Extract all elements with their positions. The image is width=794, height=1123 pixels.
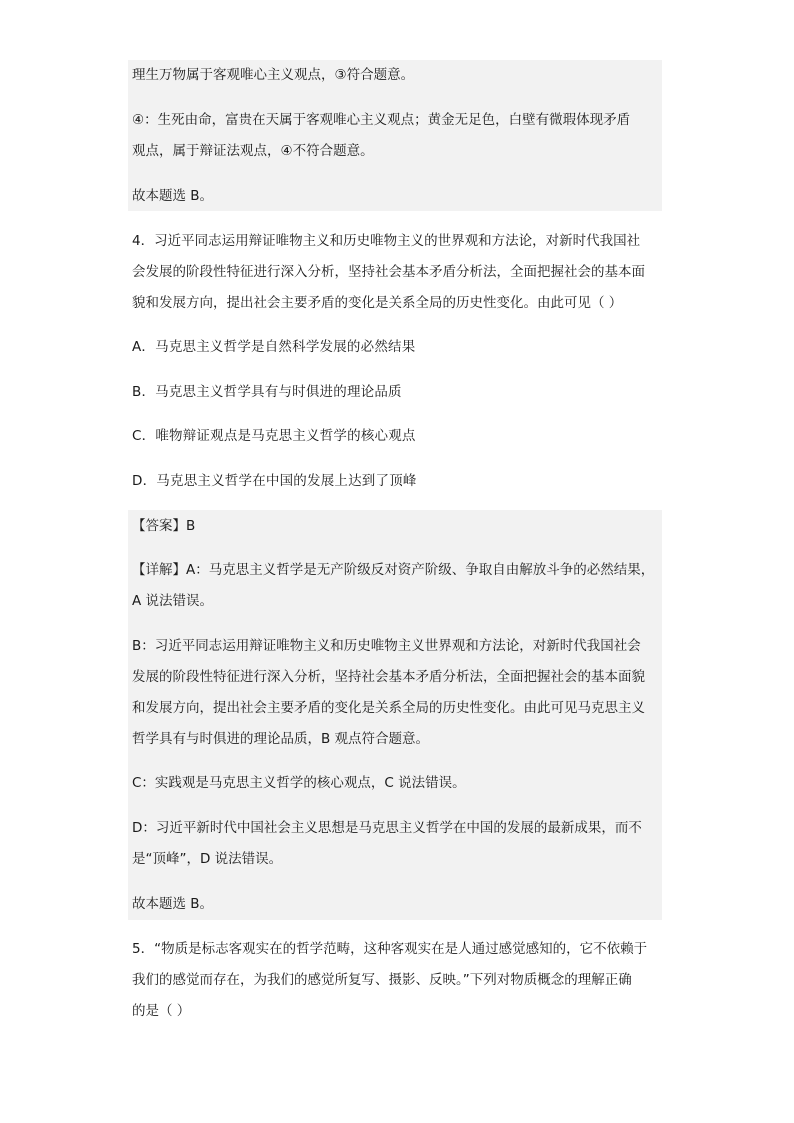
q4-detail-d-line: D：习近平新时代中国社会主义思想是马克思主义哲学在中国的发展的最新成果，而不 [132, 820, 642, 836]
q4-detail-b-line: B：习近平同志运用辩证唯物主义和历史唯物主义世界观和方法论，对新时代我国社会 [132, 638, 641, 654]
prev-analysis-line: 理生万物属于客观唯心主义观点，③符合题意。 [132, 67, 415, 83]
q4-detail-a-line: 【详解】A：马克思主义哲学是无产阶级反对资产阶级、争取自由解放斗争的必然结果， [132, 562, 655, 578]
q4-stem-line: 会发展的阶段性特征进行深入分析，坚持社会基本矛盾分析法，全面把握社会的基本面 [132, 264, 645, 280]
q4-option-c: C．唯物辩证观点是马克思主义哲学的核心观点 [132, 428, 416, 444]
q5-stem-line: 我们的感觉而存在，为我们的感觉所复写、摄影、反映。”下列对物质概念的理解正确 [132, 972, 632, 988]
q4-stem-line: 4．习近平同志运用辩证唯物主义和历史唯物主义的世界观和方法论，对新时代我国社 [132, 233, 641, 249]
prev-analysis-item4-line: ④：生死由命，富贵在天属于客观唯心主义观点；黄金无足色，白壁有微瑕体现矛盾 [132, 112, 631, 128]
q4-answer: 【答案】B [132, 518, 196, 534]
prev-analysis-item4-line: 观点，属于辩证法观点，④不符合题意。 [132, 143, 374, 159]
q4-option-d: D．马克思主义哲学在中国的发展上达到了顶峰 [132, 473, 417, 489]
q4-conclusion: 故本题选 B。 [132, 896, 214, 912]
q5-stem-line: 5．“物质是标志客观实在的哲学范畴，这种客观实在是人通过感觉感知的，它不依赖于 [132, 941, 648, 957]
q4-detail-b-line: 和发展方向，提出社会主要矛盾的变化是关系全局的历史性变化。由此可见马克思主义 [132, 700, 645, 716]
q4-option-a: A．马克思主义哲学是自然科学发展的必然结果 [132, 339, 416, 355]
prev-analysis-conclusion: 故本题选 B。 [132, 188, 214, 204]
q4-detail-b-line: 哲学具有与时俱进的理论品质，B 观点符合题意。 [132, 731, 430, 747]
q4-detail-c: C：实践观是马克思主义哲学的核心观点，C 说法错误。 [132, 775, 466, 791]
q5-stem-line: 的是（ ） [132, 1003, 191, 1019]
q4-stem-line: 貌和发展方向，提出社会主要矛盾的变化是关系全局的历史性变化。由此可见（ ） [132, 295, 623, 311]
q4-detail-a-line: A 说法错误。 [132, 593, 214, 609]
q4-option-b: B．马克思主义哲学具有与时俱进的理论品质 [132, 384, 402, 400]
q4-detail-b-line: 发展的阶段性特征进行深入分析，坚持社会基本矛盾分析法，全面把握社会的基本面貌 [132, 669, 645, 685]
q4-detail-d-line: 是“顶峰”，D 说法错误。 [132, 851, 283, 867]
